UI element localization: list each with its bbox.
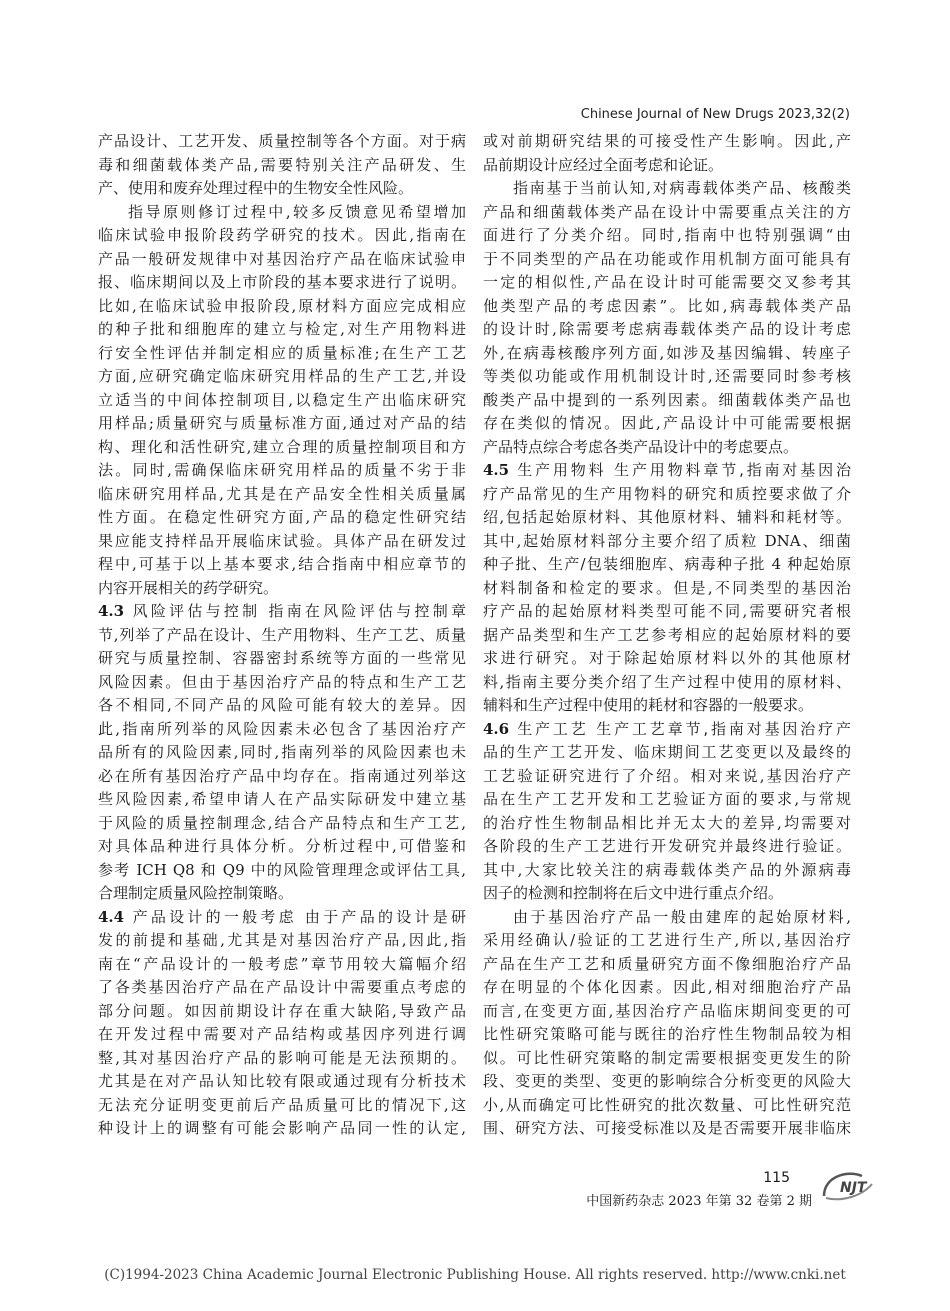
text-line: 产品特点综合考虑各类产品设计中的考虑要点。 [483,437,799,456]
section-number: 4.5 [483,461,518,479]
text-line: 品的生产工艺开发、临床期间工艺变更以及最终的 [483,743,851,761]
text-line: 段、变更的类型、变更的影响综合分析变更的风险大 [483,1072,851,1090]
text-line: 于不同类型的产品在功能或作用机制方面可能具有 [483,249,851,268]
section-title: 生产工艺 [517,719,597,738]
text-line: 其中,大家比较关注的病毒载体类产品的外源病毒 [483,860,851,879]
text-line: 产品一般研发规律中对基因治疗产品在临床试验申 [98,249,466,268]
text-line: 产品在生产工艺和质量研究方面不像细胞治疗产品 [483,954,851,973]
text-line: 品前期设计应经过全面考虑和论证。 [483,155,724,174]
text-line: 毒和细菌载体类产品,需要特别关注产品研发、生 [98,155,466,174]
section-heading-line [98,906,466,930]
text-line: 采用经确认/验证的工艺进行生产,所以,基因治疗 [483,931,851,949]
text-line: 指导原则修订过程中,较多反馈意见希望增加 [128,202,466,221]
text-line: 他类型产品的考虑因素”。比如,病毒载体类产品 [483,296,851,315]
text-line: 风险因素。但由于基因治疗产品的特点和生产工艺 [98,672,466,691]
text-line: 辅料和生产过程中使用的耗材和容器的一般要求。 [483,696,814,714]
text-line: 存在类似的情况。因此,产品设计中可能需要根据 [483,414,851,432]
text-line: 些风险因素,希望申请人在产品实际研发中建立基 [98,790,466,808]
text-line: 用样品;质量研究与质量标准方面,通过对产品的结 [98,414,466,432]
body-text: 生产用物料章节,指南对基因治 [614,461,851,479]
text-line: 了各类基因治疗产品在产品设计中需要重点考虑的 [98,978,466,996]
right-column [483,130,851,1141]
text-line: 小,从而确定可比性研究的批次数量、可比性研究范 [483,1095,851,1114]
section-title: 风险评估与控制 [132,602,269,620]
text-line: 内容开展相关的药学研究。 [98,578,279,597]
section-number: 4.6 [483,719,518,738]
text-line: 无法充分证明变更前后产品质量可比的情况下,这 [98,1095,466,1114]
text-line: 产品和细菌载体类产品在设计中需要重点关注的方 [483,202,851,221]
text-line: 料,指南主要分类介绍了生产过程中使用的原材料、 [483,672,851,691]
text-line: 等类似功能或作用机制设计时,还需要同时参考核 [483,367,851,385]
text-line: 外,在病毒核酸序列方面,如涉及基因编辑、转座子 [483,343,851,362]
text-line: 其中,起始原材料部分主要介绍了质粒 DNA、细菌 [483,531,851,550]
text-line: 一定的相似性,产品在设计时可能需要交叉参考其 [483,273,851,291]
text-line: 南在“产品设计的一般考虑”章节用较大篇幅介绍 [98,954,466,973]
text-line: 据产品类型和生产工艺参考相应的起始原材料的要 [483,625,851,644]
text-line: 绍,包括起始原材料、其他原材料、辅料和耗材等。 [483,508,851,526]
text-line: 的设计时,除需要考虑病毒载体类产品的设计考虑 [483,320,851,338]
text-line: 参考 ICH Q8 和 Q9 中的风险管理理念或评估工具, [98,860,466,879]
text-line: 品在生产工艺开发和工艺验证方面的要求,与常规 [483,790,851,808]
body-text: 指南在风险评估与控制章 [268,602,466,620]
text-line: 整,其对基因治疗产品的影响可能是无法预期的。 [98,1048,466,1067]
text-line: 的种子批和细胞库的建立与检定,对生产用物料进 [98,320,466,338]
text-line: 品所有的风险因素,同时,指南列举的风险因素也未 [98,743,466,761]
text-line: 种子批、生产/包装细胞库、病毒种子批 4 种起始原 [483,555,851,573]
text-line: 合理制定质量风险控制策略。 [98,884,294,902]
text-line: 因子的检测和控制将在后文中进行重点介绍。 [483,884,784,902]
text-line: 临床试验申报阶段药学研究的技术。因此,指南在 [98,226,466,244]
text-line: 尤其是在对产品认知比较有限或通过现有分析技术 [98,1072,466,1090]
copyright-notice: (C)1994-2023 China Academic Journal Electronic Publishing House. All rights reserved. http://www.cnki.net [104,1267,846,1283]
text-line: 或对前期研究结果的可接受性产生影响。因此,产 [483,132,851,150]
text-line: 的治疗性生物制品相比并无太大的差异,均需要对 [483,813,851,832]
text-line: 存在明显的个体化因素。因此,相对细胞治疗产品 [483,978,851,996]
journal-logo-icon [818,1166,878,1206]
journal-issue: 中国新药杂志 2023 年第 32 卷第 2 期 [586,1194,812,1209]
text-line: 比如,在临床试验申报阶段,原材料方面应完成相应 [98,296,466,315]
section-title: 产品设计的一般考虑 [132,907,305,926]
text-line: 行安全性评估并制定相应的质量标准;在生产工艺 [98,343,466,362]
section-title: 生产用物料 [517,461,615,479]
text-line: 围、研究方法、可接受标准以及是否需要开展非临床 [483,1119,851,1137]
section-number: 4.4 [98,907,133,926]
text-line: 由于基因治疗产品一般由建库的起始原材料, [513,907,851,926]
text-line: 各阶段的生产工艺进行开发研究并最终进行验证。 [483,837,851,855]
text-line: 性方面。在稳定性研究方面,产品的稳定性研究结 [98,508,466,526]
text-line: 发的前提和基础,尤其是对基因治疗产品,因此,指 [98,931,466,949]
text-line: 在开发过程中需要对产品结构或基因序列进行调 [98,1025,466,1043]
section-heading-line [483,718,851,742]
text-line: 此,指南所列举的风险因素未必包含了基因治疗产 [98,719,466,738]
text-line: 报、临床期间以及上市阶段的基本要求进行了说明。 [98,273,466,291]
text-line: 立适当的中间体控制项目,以稳定生产出临床研究 [98,390,466,409]
page-number: 115 [763,1170,790,1186]
text-line: 求进行研究。对于除起始原材料以外的其他原材 [483,649,851,667]
text-line: 比性研究策略可能与既往的治疗性生物制品较为相 [483,1025,851,1043]
text-line: 方面,应研究确定临床研究用样品的生产工艺,并设 [98,367,466,385]
text-line: 构、理化和活性研究,建立合理的质量控制项目和方 [98,437,466,456]
running-header: Chinese Journal of New Drugs 2023,32(2) [580,107,850,122]
text-line: 酸类产品中提到的一系列因素。细菌载体类产品也 [483,390,851,409]
text-line: 程中,可基于以上基本要求,结合指南中相应章节的 [98,555,466,573]
svg-text:NJT: NJT [840,1180,867,1196]
text-line: 部分问题。如因前期设计存在重大缺陷,导致产品 [98,1001,466,1020]
section-number: 4.3 [98,602,133,620]
text-line: 研究与质量控制、容器密封系统等方面的一些常见 [98,649,466,667]
text-line: 节,列举了产品在设计、生产用物料、生产工艺、质量 [98,625,466,644]
text-line: 疗产品的起始原材料类型可能不同,需要研究者根 [483,602,851,620]
text-line: 对具体品种进行具体分析。分析过程中,可借鉴和 [98,837,466,855]
section-heading-line [483,459,851,483]
text-line: 而言,在变更方面,基因治疗产品临床期间变更的可 [483,1001,851,1020]
section-heading-line [98,600,466,624]
text-line: 必在所有基因治疗产品中均存在。指南通过列举这 [98,766,466,785]
text-line: 于风险的质量控制理念,结合产品特点和生产工艺, [98,813,466,832]
text-line: 工艺验证研究进行了介绍。相对来说,基因治疗产 [483,766,851,785]
text-line: 疗产品常见的生产用物料的研究和质控要求做了介 [483,484,851,503]
text-line: 种设计上的调整有可能会影响产品同一性的认定, [98,1119,466,1137]
left-column [98,130,466,1141]
text-line: 法。同时,需确保临床研究用样品的质量不劣于非 [98,461,466,479]
text-line: 产、使用和废弃处理过程中的生物安全性风险。 [98,179,414,197]
text-line: 材料制备和检定的要求。但是,不同类型的基因治 [483,578,851,597]
text-line: 各不相同,不同产品的风险可能有较大的差异。因 [98,696,466,714]
text-line: 临床研究用样品,尤其是在产品安全性相关质量属 [98,484,466,503]
body-text: 生产工艺章节,指南对基因治疗产 [596,719,851,738]
text-line: 指南基于当前认知,对病毒载体类产品、核酸类 [513,179,851,197]
text-line: 产品设计、工艺开发、质量控制等各个方面。对于病 [98,132,466,150]
body-text: 由于产品的设计是研 [304,907,466,926]
text-line: 果应能支持样品开展临床试验。具体产品在研发过 [98,531,466,550]
text-line: 面进行了分类介绍。同时,指南中也特别强调“由 [483,226,851,244]
text-line: 似。可比性研究策略的制定需要根据变更发生的阶 [483,1048,851,1067]
